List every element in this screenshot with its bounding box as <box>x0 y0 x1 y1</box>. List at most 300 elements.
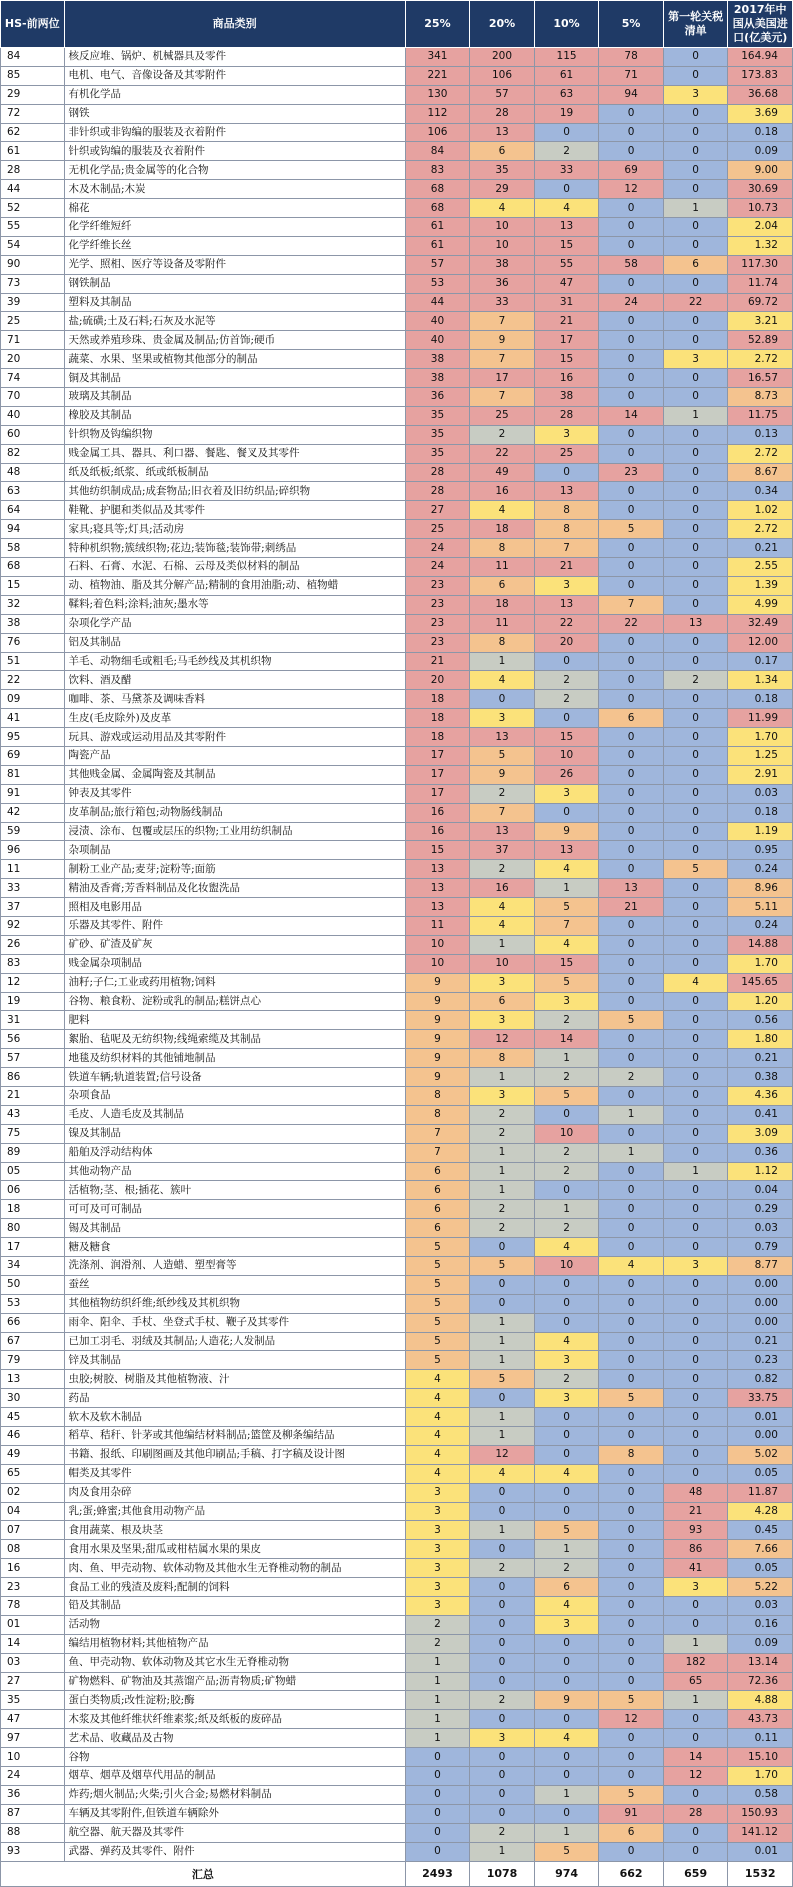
cell-first-round: 1 <box>663 406 728 425</box>
cell-first-round: 0 <box>663 501 728 520</box>
cell-category: 谷物 <box>64 1748 405 1767</box>
cell-category: 无机化学品;贵金属等的化合物 <box>64 161 405 180</box>
cell-rate-25: 23 <box>405 595 470 614</box>
cell-rate-5: 0 <box>599 1275 664 1294</box>
cell-hs: 82 <box>1 444 65 463</box>
cell-category: 药品 <box>64 1389 405 1408</box>
cell-rate-10: 2 <box>534 142 599 161</box>
header-hs: HS-前两位 <box>1 1 65 48</box>
cell-first-round: 0 <box>663 822 728 841</box>
cell-category: 铁道车辆;轨道装置;信号设备 <box>64 1068 405 1087</box>
cell-category: 贱金属杂项制品 <box>64 954 405 973</box>
table-row <box>1 1030 793 1049</box>
cell-rate-25: 106 <box>405 123 470 142</box>
cell-rate-10: 10 <box>534 746 599 765</box>
cell-first-round: 0 <box>663 898 728 917</box>
cell-rate-20: 7 <box>470 350 535 369</box>
cell-rate-10: 0 <box>534 180 599 199</box>
cell-category: 其他贱金属、金属陶瓷及其制品 <box>64 765 405 784</box>
cell-rate-10: 7 <box>534 539 599 558</box>
cell-rate-5: 0 <box>599 444 664 463</box>
cell-rate-10: 0 <box>534 1672 599 1691</box>
cell-imports: 5.02 <box>728 1445 793 1464</box>
table-row <box>1 954 793 973</box>
header-first-round: 第一轮关税清单 <box>663 1 728 48</box>
cell-rate-10: 15 <box>534 350 599 369</box>
cell-rate-5: 0 <box>599 1540 664 1559</box>
cell-first-round: 3 <box>663 1578 728 1597</box>
cell-rate-10: 22 <box>534 614 599 633</box>
cell-rate-25: 28 <box>405 482 470 501</box>
table-row <box>1 1767 793 1786</box>
cell-rate-20: 10 <box>470 218 535 237</box>
header-category: 商品类别 <box>64 1 405 48</box>
cell-hs: 34 <box>1 1257 65 1276</box>
cell-rate-5: 0 <box>599 199 664 218</box>
cell-rate-10: 4 <box>534 1238 599 1257</box>
cell-rate-25: 83 <box>405 161 470 180</box>
cell-category: 制粉工业产品;麦芽;淀粉等;面筋 <box>64 860 405 879</box>
cell-rate-25: 9 <box>405 992 470 1011</box>
table-row <box>1 1559 793 1578</box>
cell-first-round: 0 <box>663 1785 728 1804</box>
cell-rate-20: 16 <box>470 879 535 898</box>
cell-rate-20: 38 <box>470 255 535 274</box>
cell-rate-5: 0 <box>599 1408 664 1427</box>
cell-rate-20: 8 <box>470 633 535 652</box>
table-row <box>1 1294 793 1313</box>
cell-rate-25: 6 <box>405 1162 470 1181</box>
cell-category: 针织或钩编的服装及衣着附件 <box>64 142 405 161</box>
cell-imports: 30.69 <box>728 180 793 199</box>
cell-hs: 37 <box>1 898 65 917</box>
cell-category: 木浆及其他纤维状纤维素浆;纸及纸板的废碎品 <box>64 1710 405 1729</box>
cell-rate-20: 2 <box>470 1691 535 1710</box>
cell-first-round: 0 <box>663 425 728 444</box>
cell-rate-10: 0 <box>534 1483 599 1502</box>
cell-first-round: 14 <box>663 1748 728 1767</box>
cell-rate-25: 3 <box>405 1559 470 1578</box>
cell-imports: 0.00 <box>728 1275 793 1294</box>
cell-rate-25: 68 <box>405 199 470 218</box>
cell-category: 咖啡、茶、马黛茶及调味香料 <box>64 690 405 709</box>
cell-hs: 06 <box>1 1181 65 1200</box>
cell-rate-25: 0 <box>405 1842 470 1861</box>
table-row <box>1 123 793 142</box>
cell-category: 车辆及其零附件,但铁道车辆除外 <box>64 1804 405 1823</box>
cell-rate-5: 0 <box>599 236 664 255</box>
table-row <box>1 652 793 671</box>
cell-rate-20: 0 <box>470 1597 535 1616</box>
cell-first-round: 0 <box>663 1068 728 1087</box>
cell-first-round: 0 <box>663 1842 728 1861</box>
cell-imports: 9.00 <box>728 161 793 180</box>
cell-category: 其他动物产品 <box>64 1162 405 1181</box>
table-row <box>1 1785 793 1804</box>
cell-hs: 24 <box>1 1767 65 1786</box>
cell-category: 铅及其制品 <box>64 1597 405 1616</box>
cell-first-round: 0 <box>663 1445 728 1464</box>
table-row <box>1 1124 793 1143</box>
cell-category: 软木及软木制品 <box>64 1408 405 1427</box>
cell-category: 鞣料;着色料;涂料;油灰;墨水等 <box>64 595 405 614</box>
cell-category: 航空器、航天器及其零件 <box>64 1823 405 1842</box>
cell-rate-20: 6 <box>470 992 535 1011</box>
cell-rate-10: 8 <box>534 501 599 520</box>
cell-first-round: 0 <box>663 1124 728 1143</box>
cell-hs: 57 <box>1 1049 65 1068</box>
cell-rate-10: 2 <box>534 1370 599 1389</box>
cell-rate-25: 2 <box>405 1634 470 1653</box>
cell-rate-10: 8 <box>534 520 599 539</box>
cell-hs: 17 <box>1 1238 65 1257</box>
cell-hs: 47 <box>1 1710 65 1729</box>
cell-rate-5: 0 <box>599 388 664 407</box>
cell-imports: 3.21 <box>728 312 793 331</box>
cell-first-round: 3 <box>663 85 728 104</box>
cell-category: 石料、石膏、水泥、石棉、云母及类似材料的制品 <box>64 558 405 577</box>
cell-rate-25: 24 <box>405 539 470 558</box>
cell-rate-5: 5 <box>599 520 664 539</box>
cell-first-round: 0 <box>663 1181 728 1200</box>
cell-first-round: 0 <box>663 1105 728 1124</box>
cell-rate-20: 11 <box>470 614 535 633</box>
cell-rate-25: 0 <box>405 1804 470 1823</box>
cell-rate-10: 3 <box>534 1389 599 1408</box>
cell-rate-10: 47 <box>534 274 599 293</box>
cell-category: 活植物;茎、根;插花、簇叶 <box>64 1181 405 1200</box>
cell-rate-10: 4 <box>534 1464 599 1483</box>
header-20: 20% <box>470 1 535 48</box>
table-row <box>1 1597 793 1616</box>
cell-first-round: 0 <box>663 312 728 331</box>
cell-imports: 0.36 <box>728 1143 793 1162</box>
cell-category: 蚕丝 <box>64 1275 405 1294</box>
cell-rate-5: 12 <box>599 1710 664 1729</box>
cell-first-round: 0 <box>663 1086 728 1105</box>
cell-rate-5: 1 <box>599 1105 664 1124</box>
cell-rate-25: 6 <box>405 1181 470 1200</box>
cell-hs: 31 <box>1 1011 65 1030</box>
cell-rate-5: 0 <box>599 1483 664 1502</box>
cell-rate-10: 1 <box>534 1823 599 1842</box>
header-5: 5% <box>599 1 664 48</box>
cell-rate-20: 1 <box>470 1068 535 1087</box>
cell-rate-20: 3 <box>470 1086 535 1105</box>
cell-rate-5: 78 <box>599 48 664 67</box>
cell-category: 毛皮、人造毛皮及其制品 <box>64 1105 405 1124</box>
cell-rate-10: 0 <box>534 1313 599 1332</box>
cell-rate-25: 27 <box>405 501 470 520</box>
cell-category: 矿物燃料、矿物油及其蒸馏产品;沥青物质;矿物蜡 <box>64 1672 405 1691</box>
cell-first-round: 0 <box>663 123 728 142</box>
cell-rate-25: 18 <box>405 690 470 709</box>
cell-rate-20: 0 <box>470 1483 535 1502</box>
cell-rate-20: 36 <box>470 274 535 293</box>
cell-hs: 59 <box>1 822 65 841</box>
cell-rate-25: 16 <box>405 822 470 841</box>
cell-imports: 11.87 <box>728 1483 793 1502</box>
cell-first-round: 0 <box>663 803 728 822</box>
cell-rate-10: 5 <box>534 1521 599 1540</box>
cell-rate-25: 1 <box>405 1672 470 1691</box>
cell-category: 玻璃及其制品 <box>64 388 405 407</box>
cell-hs: 81 <box>1 765 65 784</box>
table-row <box>1 1464 793 1483</box>
cell-rate-20: 0 <box>470 1748 535 1767</box>
cell-imports: 0.95 <box>728 841 793 860</box>
cell-hs: 94 <box>1 520 65 539</box>
cell-rate-25: 38 <box>405 369 470 388</box>
cell-hs: 15 <box>1 576 65 595</box>
cell-rate-5: 0 <box>599 1464 664 1483</box>
cell-rate-20: 5 <box>470 1257 535 1276</box>
cell-rate-5: 21 <box>599 898 664 917</box>
cell-rate-25: 57 <box>405 255 470 274</box>
cell-hs: 71 <box>1 331 65 350</box>
cell-imports: 8.96 <box>728 879 793 898</box>
cell-rate-10: 1 <box>534 1785 599 1804</box>
cell-rate-25: 0 <box>405 1767 470 1786</box>
table-footer <box>1 1861 793 1886</box>
cell-imports: 0.79 <box>728 1238 793 1257</box>
cell-rate-25: 21 <box>405 652 470 671</box>
cell-first-round: 1 <box>663 1162 728 1181</box>
cell-rate-10: 21 <box>534 312 599 331</box>
table-row <box>1 1540 793 1559</box>
table-row <box>1 1351 793 1370</box>
cell-rate-5: 0 <box>599 1181 664 1200</box>
cell-hs: 60 <box>1 425 65 444</box>
cell-category: 铝及其制品 <box>64 633 405 652</box>
cell-rate-20: 7 <box>470 312 535 331</box>
cell-category: 艺术品、收藏品及古物 <box>64 1729 405 1748</box>
cell-hs: 51 <box>1 652 65 671</box>
cell-first-round: 0 <box>663 1030 728 1049</box>
cell-rate-5: 0 <box>599 973 664 992</box>
cell-rate-20: 2 <box>470 1559 535 1578</box>
cell-rate-10: 3 <box>534 992 599 1011</box>
cell-rate-5: 0 <box>599 935 664 954</box>
table-row <box>1 369 793 388</box>
cell-rate-20: 1 <box>470 935 535 954</box>
cell-imports: 1.70 <box>728 1767 793 1786</box>
cell-rate-10: 61 <box>534 66 599 85</box>
cell-rate-20: 11 <box>470 558 535 577</box>
cell-rate-10: 20 <box>534 633 599 652</box>
cell-rate-5: 0 <box>599 1332 664 1351</box>
cell-rate-25: 2 <box>405 1615 470 1634</box>
cell-rate-25: 10 <box>405 954 470 973</box>
cell-imports: 0.24 <box>728 860 793 879</box>
cell-rate-20: 1 <box>470 1313 535 1332</box>
table-row <box>1 444 793 463</box>
cell-rate-20: 4 <box>470 916 535 935</box>
cell-category: 糖及糖食 <box>64 1238 405 1257</box>
cell-rate-5: 0 <box>599 274 664 293</box>
cell-hs: 04 <box>1 1502 65 1521</box>
cell-rate-5: 0 <box>599 1124 664 1143</box>
cell-first-round: 0 <box>663 1351 728 1370</box>
cell-hs: 09 <box>1 690 65 709</box>
cell-rate-10: 0 <box>534 1710 599 1729</box>
cell-first-round: 22 <box>663 293 728 312</box>
cell-imports: 8.77 <box>728 1257 793 1276</box>
cell-category: 光学、照相、医疗等设备及零附件 <box>64 255 405 274</box>
cell-first-round: 0 <box>663 879 728 898</box>
cell-hs: 54 <box>1 236 65 255</box>
cell-first-round: 0 <box>663 765 728 784</box>
cell-hs: 46 <box>1 1427 65 1446</box>
cell-rate-25: 7 <box>405 1143 470 1162</box>
cell-hs: 93 <box>1 1842 65 1861</box>
cell-rate-5: 0 <box>599 1238 664 1257</box>
cell-rate-5: 0 <box>599 1351 664 1370</box>
cell-rate-20: 0 <box>470 1804 535 1823</box>
cell-first-round: 5 <box>663 860 728 879</box>
cell-rate-25: 6 <box>405 1219 470 1238</box>
table-row <box>1 1691 793 1710</box>
table-row <box>1 1634 793 1653</box>
cell-first-round: 0 <box>663 142 728 161</box>
cell-imports: 0.29 <box>728 1200 793 1219</box>
cell-category: 其他纺织制成品;成套物品;旧衣着及旧纺织品;碎织物 <box>64 482 405 501</box>
cell-rate-10: 0 <box>534 1408 599 1427</box>
cell-imports: 1.19 <box>728 822 793 841</box>
cell-first-round: 0 <box>663 1729 728 1748</box>
cell-rate-5: 91 <box>599 1804 664 1823</box>
cell-first-round: 0 <box>663 274 728 293</box>
table-row <box>1 1710 793 1729</box>
cell-rate-20: 2 <box>470 1105 535 1124</box>
cell-rate-20: 3 <box>470 1729 535 1748</box>
cell-first-round: 28 <box>663 1804 728 1823</box>
cell-rate-10: 28 <box>534 406 599 425</box>
cell-category: 铜及其制品 <box>64 369 405 388</box>
cell-imports: 0.18 <box>728 123 793 142</box>
cell-rate-5: 4 <box>599 1257 664 1276</box>
cell-category: 饮料、酒及醋 <box>64 671 405 690</box>
cell-rate-20: 0 <box>470 1294 535 1313</box>
cell-rate-20: 8 <box>470 539 535 558</box>
table-row <box>1 1049 793 1068</box>
cell-first-round: 0 <box>663 66 728 85</box>
cell-rate-20: 9 <box>470 331 535 350</box>
table-row <box>1 1219 793 1238</box>
cell-imports: 4.88 <box>728 1691 793 1710</box>
table-row <box>1 1238 793 1257</box>
cell-category: 锌及其制品 <box>64 1351 405 1370</box>
table-row <box>1 293 793 312</box>
cell-imports: 0.34 <box>728 482 793 501</box>
cell-rate-5: 0 <box>599 1162 664 1181</box>
cell-hs: 61 <box>1 142 65 161</box>
header-imports: 2017年中国从美国进口(亿美元) <box>728 1 793 48</box>
cell-rate-10: 14 <box>534 1030 599 1049</box>
cell-imports: 0.58 <box>728 1785 793 1804</box>
cell-rate-20: 1 <box>470 1842 535 1861</box>
cell-rate-25: 68 <box>405 180 470 199</box>
cell-rate-20: 12 <box>470 1445 535 1464</box>
cell-rate-20: 0 <box>470 1238 535 1257</box>
cell-imports: 2.04 <box>728 218 793 237</box>
cell-rate-5: 13 <box>599 879 664 898</box>
cell-first-round: 0 <box>663 482 728 501</box>
table-row <box>1 935 793 954</box>
cell-rate-10: 21 <box>534 558 599 577</box>
cell-first-round: 0 <box>663 595 728 614</box>
cell-first-round: 0 <box>663 218 728 237</box>
cell-category: 化学纤维长丝 <box>64 236 405 255</box>
cell-rate-10: 13 <box>534 482 599 501</box>
cell-first-round: 1 <box>663 199 728 218</box>
cell-rate-25: 8 <box>405 1086 470 1105</box>
cell-hs: 95 <box>1 728 65 747</box>
cell-imports: 2.91 <box>728 765 793 784</box>
cell-rate-25: 9 <box>405 1049 470 1068</box>
table-row <box>1 746 793 765</box>
cell-rate-25: 13 <box>405 860 470 879</box>
cell-hs: 08 <box>1 1540 65 1559</box>
cell-first-round: 0 <box>663 1238 728 1257</box>
cell-rate-10: 0 <box>534 1275 599 1294</box>
cell-rate-10: 15 <box>534 954 599 973</box>
cell-first-round: 0 <box>663 331 728 350</box>
cell-rate-5: 94 <box>599 85 664 104</box>
cell-hs: 40 <box>1 406 65 425</box>
cell-rate-5: 0 <box>599 1672 664 1691</box>
cell-hs: 33 <box>1 879 65 898</box>
cell-first-round: 0 <box>663 992 728 1011</box>
cell-hs: 66 <box>1 1313 65 1332</box>
cell-hs: 91 <box>1 784 65 803</box>
cell-rate-20: 49 <box>470 463 535 482</box>
cell-rate-10: 7 <box>534 916 599 935</box>
cell-hs: 89 <box>1 1143 65 1162</box>
cell-rate-25: 1 <box>405 1653 470 1672</box>
cell-rate-20: 1 <box>470 1408 535 1427</box>
cell-hs: 05 <box>1 1162 65 1181</box>
table-row <box>1 218 793 237</box>
cell-first-round: 0 <box>663 1408 728 1427</box>
table-row <box>1 595 793 614</box>
cell-imports: 0.11 <box>728 1729 793 1748</box>
cell-rate-10: 10 <box>534 1257 599 1276</box>
cell-rate-25: 341 <box>405 48 470 67</box>
cell-imports: 11.75 <box>728 406 793 425</box>
cell-rate-25: 13 <box>405 898 470 917</box>
table-row <box>1 973 793 992</box>
cell-rate-20: 1 <box>470 1162 535 1181</box>
cell-rate-25: 40 <box>405 312 470 331</box>
cell-rate-20: 2 <box>470 425 535 444</box>
cell-first-round: 0 <box>663 1219 728 1238</box>
table-row <box>1 1842 793 1861</box>
table-row <box>1 879 793 898</box>
cell-rate-20: 13 <box>470 822 535 841</box>
cell-hs: 73 <box>1 274 65 293</box>
cell-imports: 0.03 <box>728 1219 793 1238</box>
table-row <box>1 425 793 444</box>
cell-rate-25: 5 <box>405 1294 470 1313</box>
cell-rate-10: 1 <box>534 879 599 898</box>
cell-category: 皮革制品;旅行箱包;动物肠线制品 <box>64 803 405 822</box>
cell-hs: 07 <box>1 1521 65 1540</box>
cell-first-round: 0 <box>663 558 728 577</box>
cell-rate-10: 115 <box>534 48 599 67</box>
cell-category: 杂项化学产品 <box>64 614 405 633</box>
cell-hs: 32 <box>1 595 65 614</box>
